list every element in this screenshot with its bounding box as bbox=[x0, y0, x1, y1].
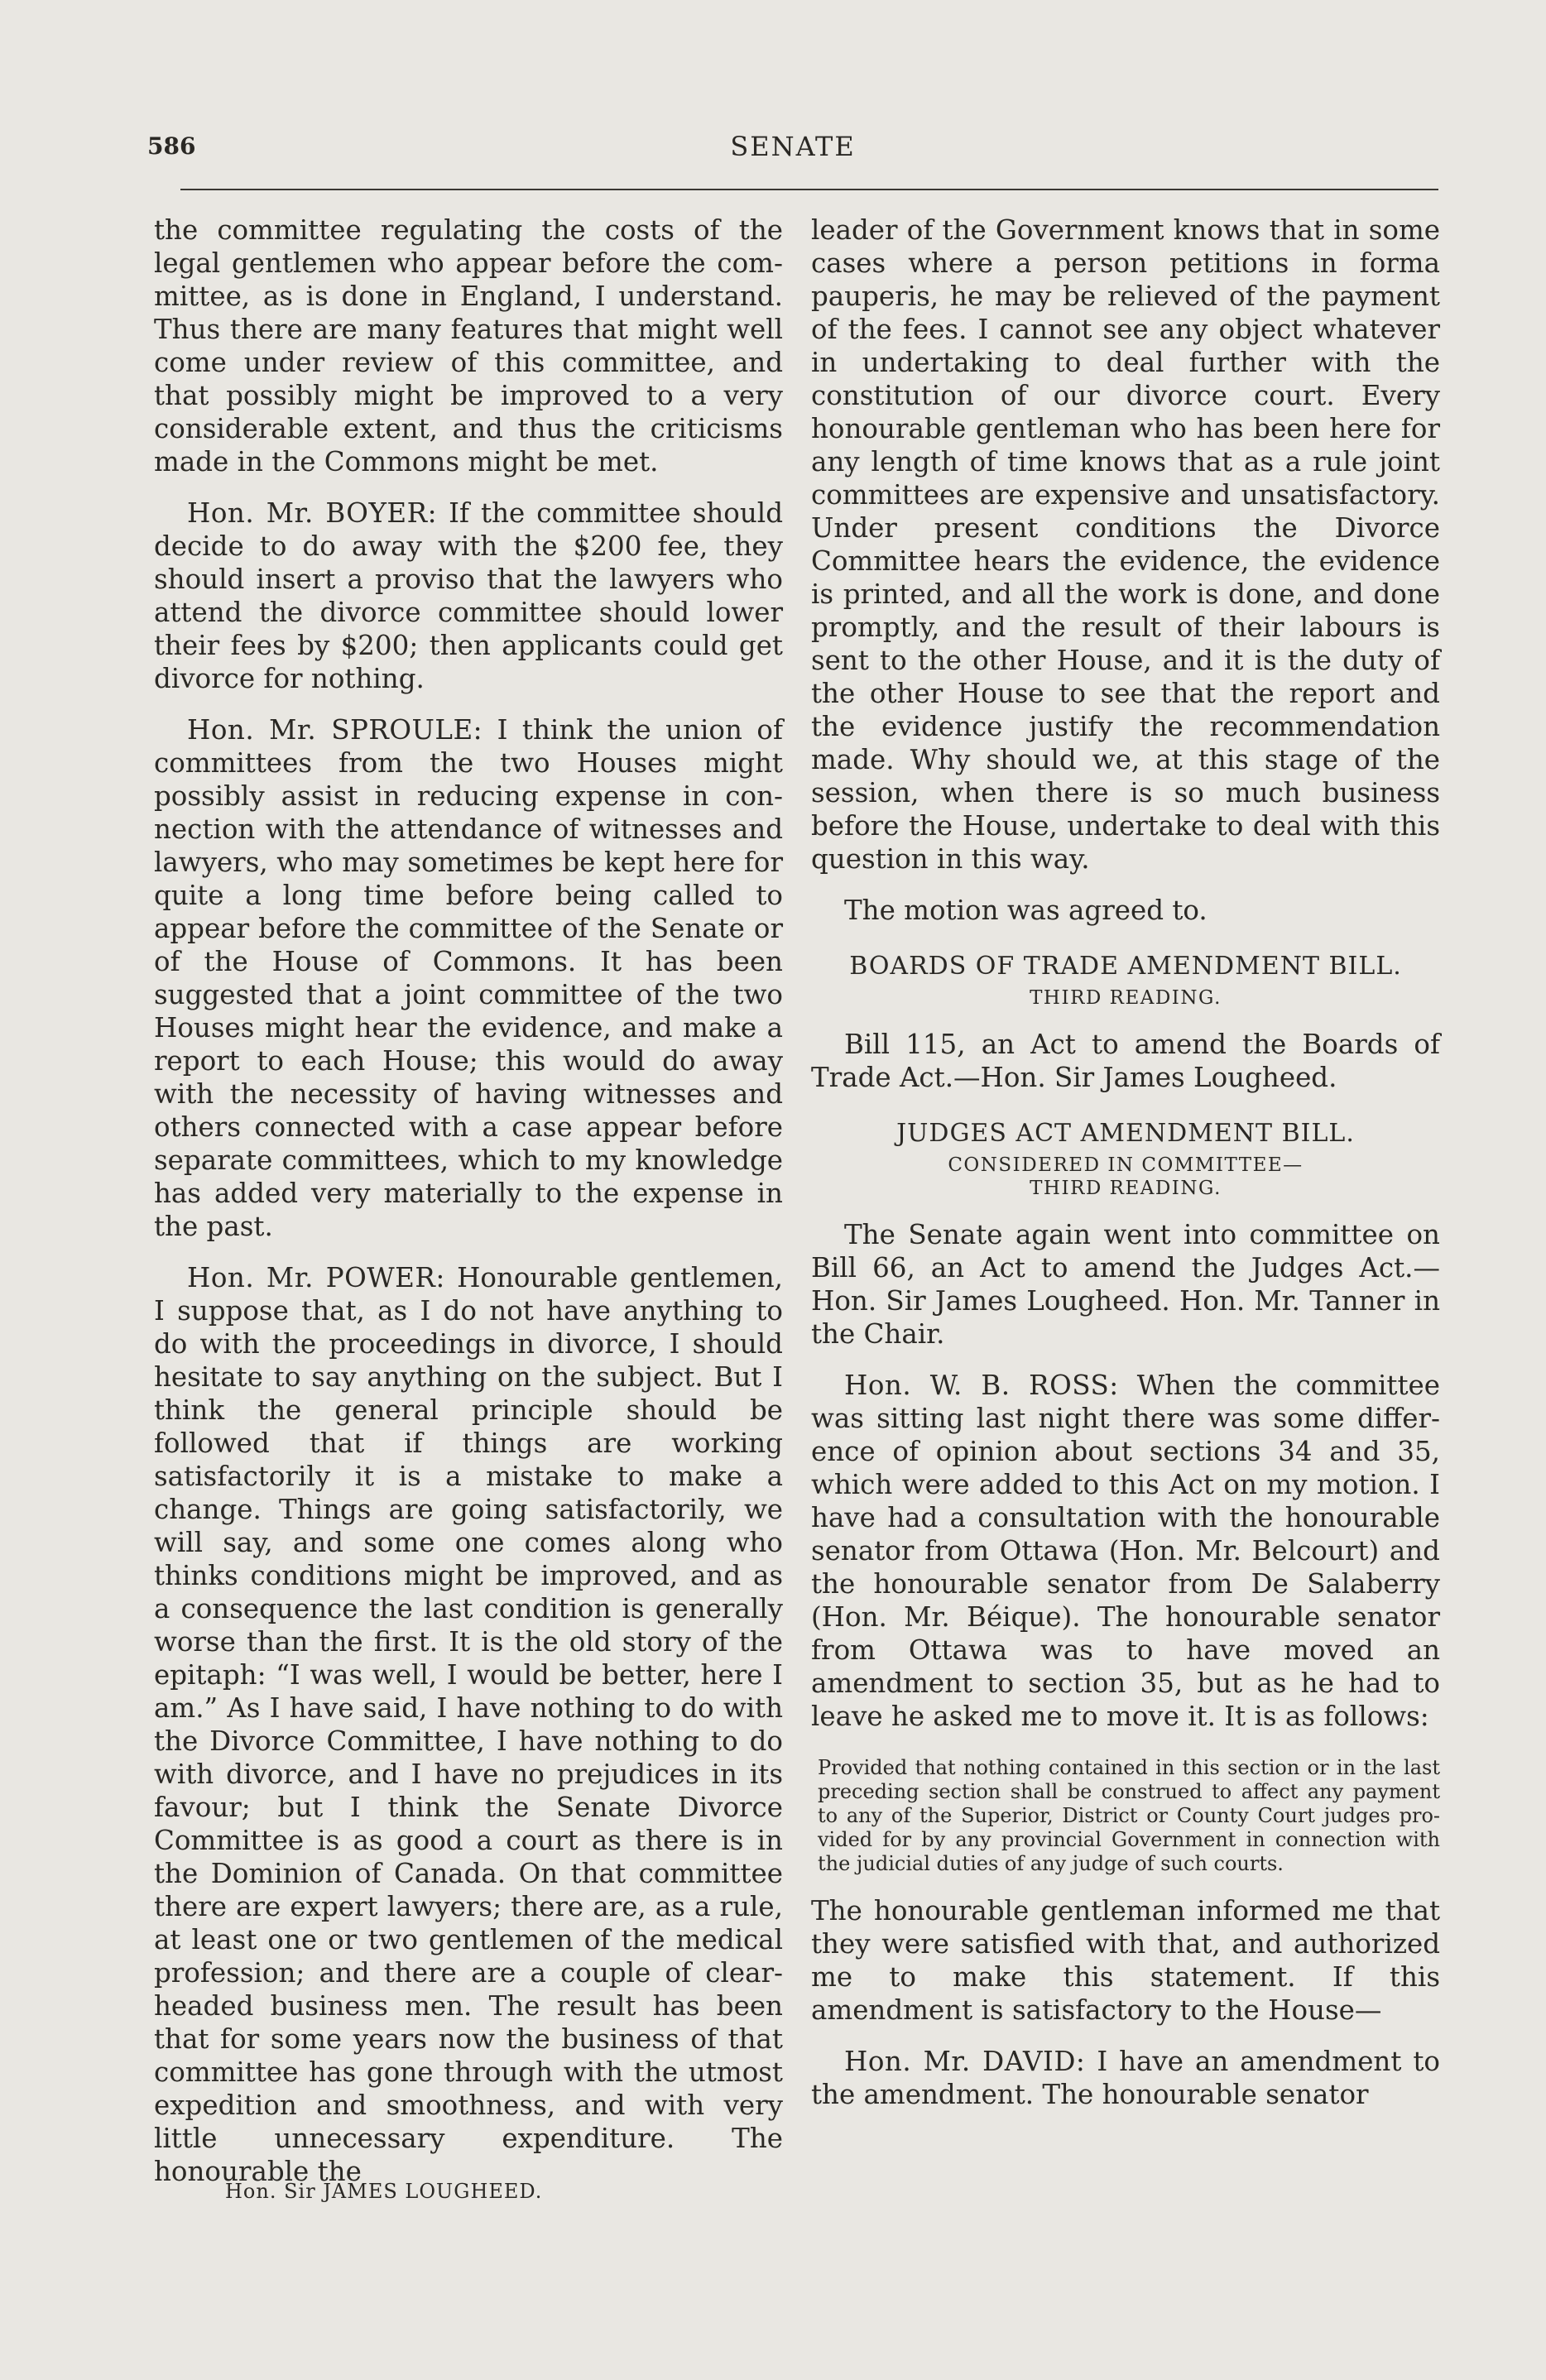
section-subheading: THIRD READING. bbox=[1030, 987, 1222, 1009]
quoted-amendment: Provided that nothing contained in this section or in the last preceding section shall be construed to affect any payment to any of the Superior, District or County Court judges provided for by any provincial Government in connection with the judicial duties of any judge of such courts. bbox=[818, 1756, 1440, 1875]
speaker-name: Hon. Mr. POWER: bbox=[187, 1262, 445, 1293]
paragraph: The honourable gentleman informed me that they were satisfied with that, and authorized me to make this statement. If this amendment is satisfactory to the House— bbox=[811, 1895, 1440, 2026]
speech-ross bbox=[811, 1369, 1440, 1733]
paragraph: the committee regulating the costs of the legal gentlemen who appear before the committee, as is done in England, I understand. Thus there are many features that might well come under review of this committee, and that possibly might be improved to a very considerable extent, and thus the criticisms made in the Commons might be met. bbox=[154, 214, 783, 477]
paragraph: The motion was agreed to. bbox=[844, 895, 1208, 926]
paragraph: The Senate again went into committee on Bill 66, an Act to amend the Judges Act.—Hon. Sir James Lougheed. Hon. Mr. Tanner in the Chair. bbox=[811, 1219, 1440, 1350]
section-subheading bbox=[811, 1154, 1440, 1200]
running-head: SENATE bbox=[730, 131, 856, 162]
speaker-name: Hon. Mr. DAVID: bbox=[844, 2046, 1086, 2077]
page-number: 586 bbox=[147, 132, 196, 160]
speech-text: I have an amendment to the amendment. The honourable senator bbox=[811, 2046, 1440, 2110]
left-column bbox=[154, 214, 783, 2188]
speech-power bbox=[154, 1261, 783, 2188]
speech-sproule bbox=[154, 713, 783, 1243]
speaker-name: Hon. W. B. ROSS: bbox=[844, 1370, 1119, 1401]
speech-david bbox=[811, 2045, 1440, 2111]
speech-text: I think the union of committees from the two Houses might possibly assist in reducing expense in connection with the attendance of witnesses and lawyers, who may sometimes be kept here for quite a long time before being called to appear before the committee of the Senate or of the House of Commons. It has been suggested that a joint committee of the two Houses might hear the evidence, and make a report to each House; this would do away with the necessity of having witnesses and others connected with a case appear before separate committees, which to my knowledge has added very materially to the expense in the past. bbox=[154, 714, 783, 1242]
section-heading: JUDGES ACT AMENDMENT BILL. bbox=[896, 1119, 1355, 1148]
speaker-name: Hon. Mr. SPROULE: bbox=[187, 714, 483, 746]
section-heading: BOARDS OF TRADE AMENDMENT BILL. bbox=[849, 952, 1402, 981]
paragraph: Bill 115, an Act to amend the Boards of Trade Act.—Hon. Sir James Lougheed. bbox=[811, 1029, 1440, 1093]
catchword: Hon. Sir JAMES LOUGHEED. bbox=[225, 2180, 543, 2203]
header-rule bbox=[180, 189, 1438, 190]
paragraph: leader of the Government knows that in some cases where a person petitions in forma pauperis, he may be relieved of the payment of the fees. I cannot see any object whatever in undertaking to deal further with the constitution of our divorce court. Every honourable gentleman who has been here for any length of time knows that as a rule joint committees are expensive and unsatisfactory. Under present conditions the Divorce Committee hears the evidence, the evidence is printed, and all the work is done, and done promptly, and the result of their labours is sent to the other House, and it is the duty of the other House to see that the report and the evidence justify the recommendation made. Why should we, at this stage of the session, when there is so much business before the House, undertake to deal with this question in this way. bbox=[811, 214, 1440, 875]
speech-text: Honourable gentlemen, I suppose that, as I do not have anything to do with the proceedings in divorce, I should hesitate to say anything on the subject. But I think the general principle should be followed that if things are working satisfactorily it is a mistake to make a change. Things are going satisfactorily, we will say, and some one comes along who thinks conditions might be improved, and as a consequence the last condition is generally worse than the first. It is the old story of the epitaph: “I was well, I would be better, here I am.” As I have said, I have nothing to do with the Divorce Committee, I have nothing to do with divorce, and I have no prejudices in its favour; but I think the Senate Divorce Committee is as good a court as there is in the Dominion of Canada. On that committee there are expert lawyers; there are, as a rule, at least one or two gentlemen of the medical profession; and there are a couple of clear-headed business men. The result has been that for some years now the business of that committee has gone through with the utmost expedition and smoothness, and with very little unnecessary expenditure. The honourable the bbox=[154, 1262, 783, 2187]
speaker-name: Hon. Mr. BOYER: bbox=[187, 497, 438, 529]
speech-text: If the committee should decide to do away with the $200 fee, they should insert a proviso that the lawyers who attend the divorce committee should lower their fees by $200; then applicants could get divorce for nothing. bbox=[154, 497, 784, 694]
speech-boyer bbox=[154, 497, 783, 695]
subheading-line: CONSIDERED IN COMMITTEE— bbox=[948, 1154, 1304, 1176]
page-header bbox=[147, 131, 1438, 164]
right-column bbox=[811, 214, 1440, 2111]
subheading-line: THIRD READING. bbox=[1030, 1178, 1222, 1199]
speech-text: When the committee was sitting last night there was some difference of opinion about sections 34 and 35, which were added to this Act on my motion. I have had a consultation with the honourable senator from Ottawa (Hon. Mr. Belcourt) and the honourable senator from De Salaberry (Hon. Mr. Béique). The honourable senator from Ottawa was to have moved an amendment to section 35, but as he had to leave he asked me to move it. It is as follows: bbox=[811, 1370, 1440, 1732]
